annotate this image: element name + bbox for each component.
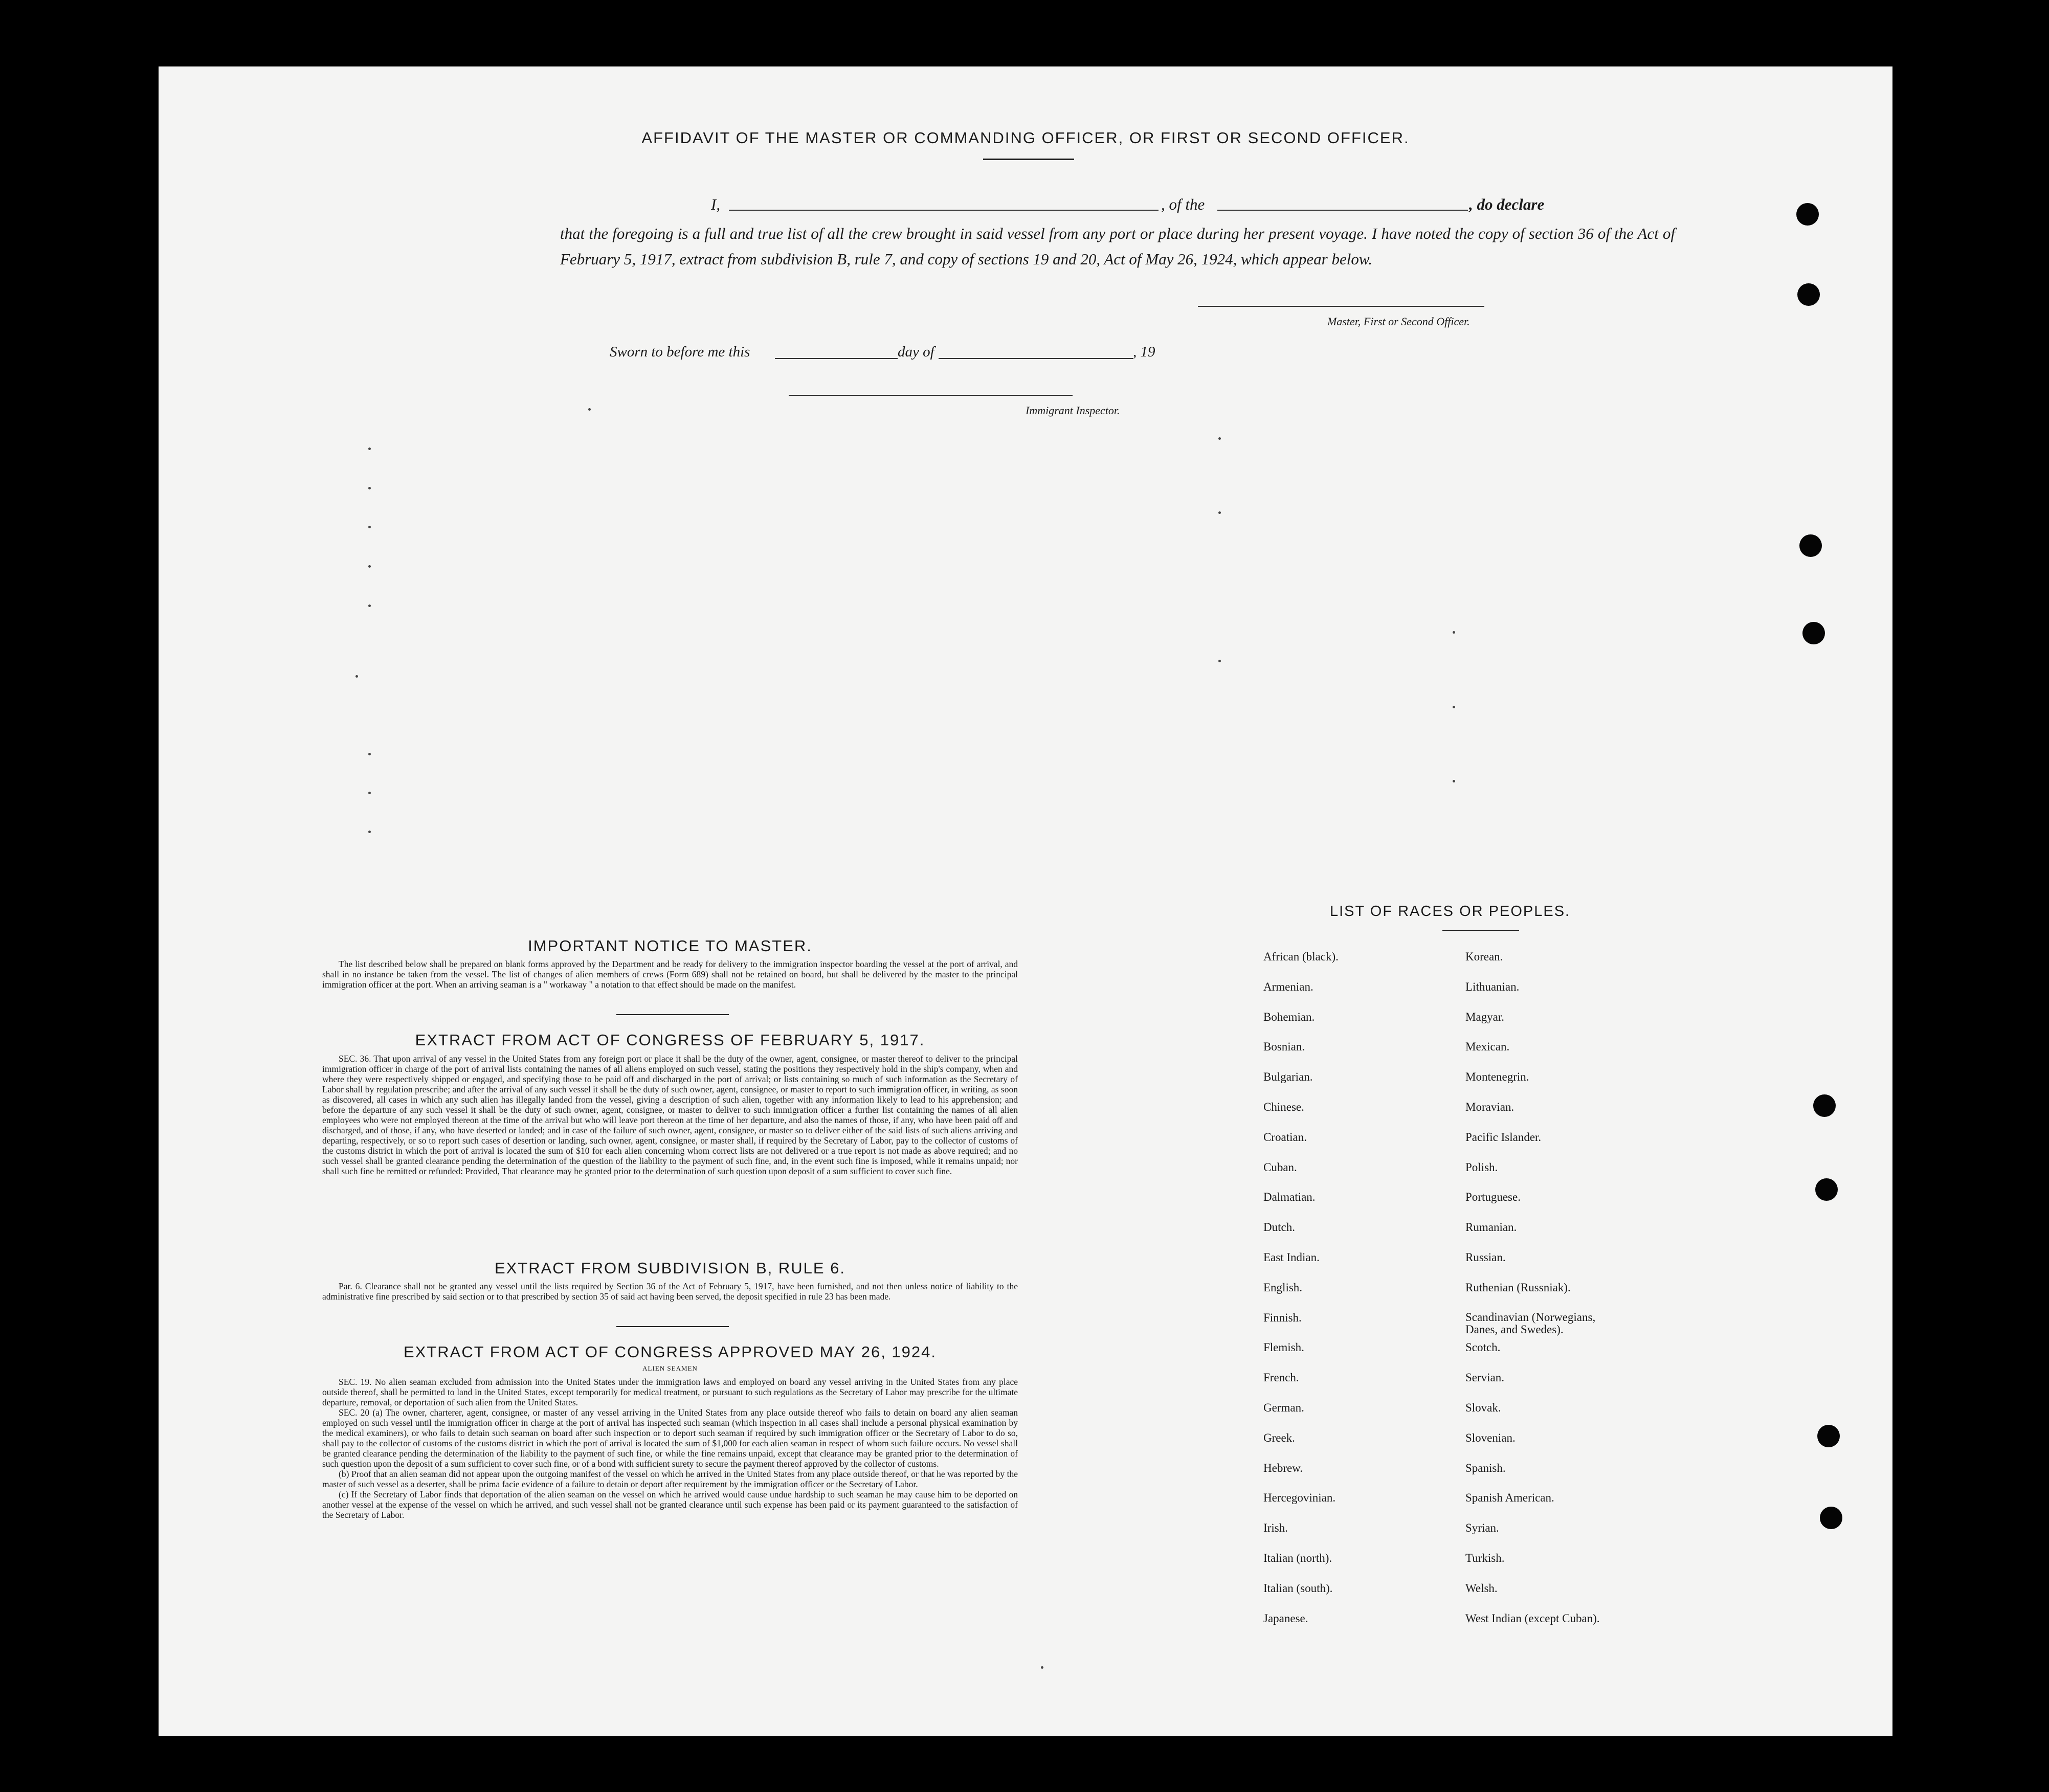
race-item: Montenegrin. bbox=[1465, 1070, 1529, 1084]
inspector-signature-line[interactable] bbox=[789, 395, 1073, 396]
notice-title: IMPORTANT NOTICE TO MASTER. bbox=[528, 937, 812, 955]
race-item: Slovak. bbox=[1465, 1401, 1501, 1414]
affidavit-body: that the foregoing is a full and true list of all the crew brought in said vessel from any port or place during her present voyage. I have noted the copy of section 36 of the Act of February 5, 1917, extract from subdivision B, rule 7, and copy of sections 19 and 20, Act of May 26, 1924, which appear below. bbox=[560, 225, 1675, 268]
punch-hole bbox=[1802, 622, 1825, 644]
race-item: Hebrew. bbox=[1263, 1461, 1303, 1474]
race-item: Russian. bbox=[1465, 1251, 1506, 1264]
race-item: Rumanian. bbox=[1465, 1221, 1517, 1234]
alien-seamen-subtitle: ALIEN SEAMEN bbox=[642, 1364, 698, 1372]
race-item: Armenian. bbox=[1263, 980, 1313, 993]
race-item: Chinese. bbox=[1263, 1101, 1304, 1113]
affidavit-title: AFFIDAVIT OF THE MASTER OR COMMANDING OFFICER, OR FIRST OR SECOND OFFICER. bbox=[641, 129, 1410, 147]
section-20c: (c) If the Secretary of Labor finds that deportation of the alien seaman on the vessel on which he arrived would cause undue hardship to such seaman he may cause him to be deported on another vessel at the expense of the vessel on which he arrived, and such vessel shall not be granted clearance until such expense has been paid or its payment guaranteed to the satisfaction of the Secretary of Labor. bbox=[322, 1489, 1018, 1520]
race-item: Spanish. bbox=[1465, 1461, 1506, 1474]
subdivision-b-body: Par. 6. Clearance shall not be granted any vessel until the lists required by Section 36 of the Act of February 5, 1917, have been furnished, and not then unless notice of liability to the administrative fine prescribed by said section or to that prescribed by section 35 of said act having been served, the deposit specified in rule 23 has been made. bbox=[322, 1281, 1018, 1302]
dot bbox=[368, 487, 371, 489]
day-of-label: day of bbox=[898, 344, 934, 360]
race-item: Dalmatian. bbox=[1263, 1191, 1316, 1204]
name-blank[interactable] bbox=[729, 210, 1159, 211]
race-item: French. bbox=[1263, 1371, 1299, 1384]
race-item: West Indian (except Cuban). bbox=[1465, 1611, 1600, 1625]
affidavit-declare-label: , do declare bbox=[1469, 195, 1545, 213]
title-underline bbox=[983, 159, 1074, 160]
section-19: SEC. 19. No alien seaman excluded from admission into the United States under the immigration laws and employed on board any vessel arriving in the United States from any place outside thereof, shall be permitted to land in the United States, except temporarily for medical treatment, or pursuant to such regulations as the Secretary of Labor may prescribe for the ultimate departure, removal, or deportation of such alien from the United States. bbox=[322, 1377, 1018, 1407]
race-item: Croatian. bbox=[1263, 1130, 1307, 1144]
race-item: Bulgarian. bbox=[1263, 1070, 1313, 1084]
punch-hole bbox=[1817, 1425, 1840, 1447]
year-label: , 19 bbox=[1133, 344, 1155, 360]
dot bbox=[368, 753, 371, 755]
race-item: Japanese. bbox=[1263, 1611, 1308, 1625]
race-item: Italian (south). bbox=[1263, 1581, 1333, 1595]
dot bbox=[368, 831, 371, 833]
signature-line[interactable] bbox=[1198, 306, 1484, 307]
sworn-month-blank[interactable] bbox=[939, 358, 1133, 359]
race-item: Moravian. bbox=[1465, 1101, 1515, 1113]
subdivision-b-title: EXTRACT FROM SUBDIVISION B, RULE 6. bbox=[494, 1259, 846, 1277]
extract-1924-body bbox=[322, 1377, 1018, 1520]
dot bbox=[1041, 1666, 1043, 1669]
punch-hole bbox=[1815, 1178, 1838, 1201]
dot bbox=[1453, 780, 1455, 782]
race-item: Servian. bbox=[1465, 1371, 1505, 1384]
divider bbox=[616, 1014, 729, 1015]
race-item: Pacific Islander. bbox=[1465, 1130, 1542, 1144]
race-item: Greek. bbox=[1263, 1431, 1295, 1444]
punch-hole bbox=[1799, 534, 1822, 557]
race-item: East Indian. bbox=[1263, 1251, 1320, 1264]
punch-hole bbox=[1797, 283, 1820, 306]
dot bbox=[368, 526, 371, 528]
dot bbox=[1218, 511, 1221, 514]
race-item: Lithuanian. bbox=[1465, 980, 1520, 993]
extract-1924-title: EXTRACT FROM ACT OF CONGRESS APPROVED MAY 26, 1924. bbox=[403, 1343, 937, 1361]
race-item: African (black). bbox=[1263, 950, 1339, 963]
inspector-caption: Immigrant Inspector. bbox=[1026, 404, 1120, 417]
sworn-label: Sworn to before me this bbox=[610, 344, 750, 360]
race-item: Polish. bbox=[1465, 1160, 1498, 1174]
race-item: Cuban. bbox=[1263, 1160, 1297, 1174]
form-sheet bbox=[159, 66, 1892, 1736]
race-item: Scotch. bbox=[1465, 1341, 1501, 1354]
extract-1917-body: SEC. 36. That upon arrival of any vessel in the United States from any foreign port or place it shall be the duty of the owner, agent, consignee, or master thereof to deliver to the principal immigration officer in charge of the port of arrival lists containing the names of all aliens employed on such vessel, stating the positions they respectively hold in the ship's company, when and where they were respectively shipped or engaged, and specifying those to be paid off and discharged in the port of arrival; or lists containing so much of such information as the Secretary of Labor shall by regulation prescribe; and after the arrival of any such vessel it shall be the duty of such owner, agent, consignee, or master to report to such immigration officer, in writing, as soon as discovered, all cases in which any such alien has illegally landed from the vessel, giving a description of such alien, together with any information likely to lead to his apprehension; and before the departure of any such vessel it shall be the duty of such owner, agent, consignee, or master to deliver to such immigration officer a further list containing the names of all alien employees who were not employed thereon at the time of the arrival but who will leave port thereon at the time of her departure, and also the names of those, if any, who have been paid off and discharged, and of those, if any, who have deserted or landed; and in case of the failure of such owner, agent, consignee, or master so to deliver either of the said lists of such aliens arriving and departing, respectively, or so to report such cases of desertion or landing, such owner, agent, consignee, or master shall, if required by the Secretary of Labor, pay to the collector of customs of the customs district in which the port of arrival is located the sum of $10 for each alien concerning whom correct lists are not delivered or a true report is not made as above required; and no such vessel shall be granted clearance pending the determination of the question of the liability to the payment of such fine, and, in the event such fine is imposed, while it remains unpaid; nor shall such fine be remitted or refunded: Provided, That clearance may be granted prior to the determination of such question upon deposit of a sum sufficient to cover such fine. bbox=[322, 1054, 1018, 1176]
race-item: Scandinavian (Norwegians, Danes, and Swedes). bbox=[1465, 1310, 1596, 1336]
dot bbox=[1453, 631, 1455, 634]
race-item: Finnish. bbox=[1263, 1311, 1302, 1324]
race-item: Hercegovinian. bbox=[1263, 1491, 1336, 1505]
race-item: Magyar. bbox=[1465, 1010, 1505, 1023]
signature-caption: Master, First or Second Officer. bbox=[1327, 315, 1470, 328]
race-item: German. bbox=[1263, 1401, 1304, 1414]
race-item: Spanish American. bbox=[1465, 1491, 1554, 1505]
dot bbox=[1218, 660, 1221, 662]
affidavit-i-label: I, bbox=[711, 195, 721, 213]
dot bbox=[1218, 437, 1221, 440]
section-20b: (b) Proof that an alien seaman did not appear upon the outgoing manifest of the vessel on which he arrived in the United States from any place outside thereof, or that he was reported by the master of such vessel as a deserter, shall be prima facie evidence of a failure to detain or deport after requirement by the immigration officer or the Secretary of Labor. bbox=[322, 1469, 1018, 1489]
race-item: Italian (north). bbox=[1263, 1552, 1332, 1564]
race-item: English. bbox=[1263, 1281, 1303, 1294]
dot bbox=[368, 447, 371, 450]
dot bbox=[368, 565, 371, 568]
race-item: Flemish. bbox=[1263, 1341, 1304, 1354]
dot bbox=[368, 604, 371, 607]
punch-hole bbox=[1796, 203, 1819, 226]
races-title-underline bbox=[1442, 930, 1519, 931]
punch-hole bbox=[1820, 1507, 1842, 1529]
race-item: Bohemian. bbox=[1263, 1010, 1315, 1023]
notice-body: The list described below shall be prepared on blank forms approved by the Department and be ready for delivery to the immigration inspector boarding the vessel at the port of arrival, and shall in no instance be taken from the vessel. The list of changes of alien members of crews (Form 689) shall not be retained on board, but shall be delivered by the master to the principal immigration officer at the port. When an arriving seaman is a " workaway " a notation to that effect should be made on the manifest. bbox=[322, 959, 1018, 990]
race-item: Irish. bbox=[1263, 1521, 1288, 1535]
race-item: Mexican. bbox=[1465, 1040, 1510, 1054]
divider bbox=[616, 1326, 729, 1327]
race-item: Dutch. bbox=[1263, 1221, 1295, 1234]
dot bbox=[368, 792, 371, 794]
dot bbox=[1453, 706, 1455, 708]
punch-hole bbox=[1813, 1094, 1836, 1117]
dot bbox=[355, 675, 358, 678]
races-title: LIST OF RACES OR PEOPLES. bbox=[1330, 903, 1571, 920]
race-item: Portuguese. bbox=[1465, 1191, 1521, 1204]
extract-1917-title: EXTRACT FROM ACT OF CONGRESS OF FEBRUARY 5, 1917. bbox=[415, 1031, 925, 1049]
race-item: Korean. bbox=[1465, 950, 1503, 963]
vessel-blank[interactable] bbox=[1217, 210, 1468, 211]
race-item: Syrian. bbox=[1465, 1521, 1499, 1535]
race-item: Ruthenian (Russniak). bbox=[1465, 1281, 1571, 1294]
affidavit-of-label: , of the bbox=[1161, 195, 1205, 213]
section-20a: SEC. 20 (a) The owner, charterer, agent, consignee, or master of any vessel arriving in the United States from any place outside thereof who fails to detain on board any alien seaman employed on such vessel until the immigration officer in charge at the port of arrival has inspected such seaman (which inspection in all cases shall include a personal physical examination by the medical examiners), or who fails to detain such seaman on board after such inspection or to deport such seaman if required by such immigration officer or the Secretary of Labor to do so, shall pay to the collector of customs of the customs district in which the port of arrival is located the sum of $1,000 for each alien seaman in respect of whom such failure occurs. No vessel shall be granted clearance pending the determination of the liability to the payment of such fine, or while the fine remains unpaid, except that clearance may be granted prior to the determination of such question upon the deposit of a sum sufficient to cover such fine, or of a bond with sufficient surety to secure the payment thereof approved by the collector of customs. bbox=[322, 1407, 1018, 1469]
race-item: Bosnian. bbox=[1263, 1040, 1305, 1054]
sworn-day-blank[interactable] bbox=[775, 358, 898, 359]
race-item: Slovenian. bbox=[1465, 1431, 1516, 1444]
race-item: Welsh. bbox=[1465, 1581, 1498, 1595]
race-item: Turkish. bbox=[1465, 1552, 1505, 1564]
dot bbox=[588, 408, 591, 411]
